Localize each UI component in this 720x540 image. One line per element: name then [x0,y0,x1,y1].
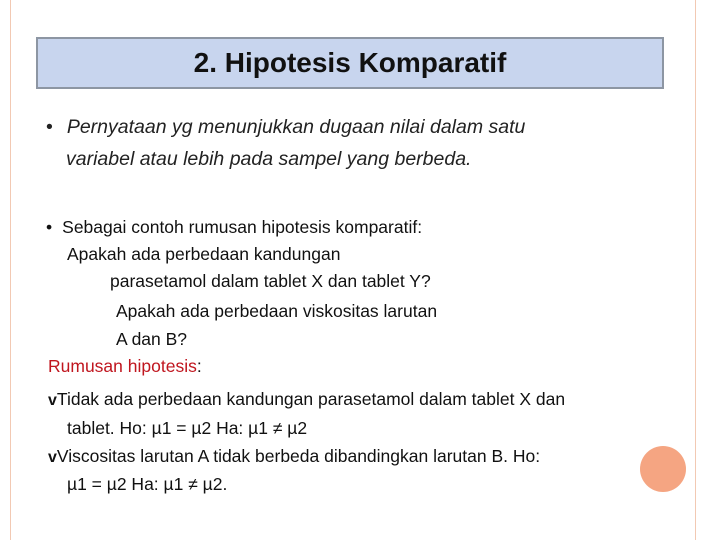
point1-text1: Pernyataan yg menunjukkan dugaan nilai dalam satu [66,116,526,138]
item2-line1 [48,446,540,467]
diamond-bullet-icon: v [48,392,57,409]
point1-line1 [46,116,525,139]
point2-text1: Sebagai contoh rumusan hipotesis komparatif: [62,217,423,237]
item2-text1: Viscositas larutan A tidak berbeda dibandingkan larutan B. Ho: [56,446,541,466]
title-box [36,37,664,89]
bullet-2: • [46,217,53,237]
item2-line2: µ1 = µ2 Ha: µ1 ≠ µ2. [67,474,228,494]
point2-line4: Apakah ada perbedaan viskositas larutan [116,301,438,321]
point2-line5: A dan B? [116,329,188,349]
slide-title: 2. Hipotesis Komparatif [193,47,507,78]
point2-line3: parasetamol dalam tablet X dan tablet Y? [110,271,431,291]
item1-text1: Tidak ada perbedaan kandungan parasetamol dalam tablet X dan [56,389,566,409]
decorative-circle [640,446,686,492]
point2-line2: Apakah ada perbedaan kandungan [67,244,341,264]
rumusan-heading [48,356,202,377]
rumusan-colon: : [196,356,202,376]
point1-line2: variabel atau lebih pada sampel yang berbeda. [66,148,472,170]
rumusan-label: Rumusan hipotesis [48,356,197,376]
item1-line1 [48,389,565,410]
diamond-bullet-icon: v [48,449,57,466]
item1-line2: tablet. Ho: µ1 = µ2 Ha: µ1 ≠ µ2 [67,418,308,438]
point2-line1 [46,217,422,238]
bullet-1: • [46,116,53,138]
